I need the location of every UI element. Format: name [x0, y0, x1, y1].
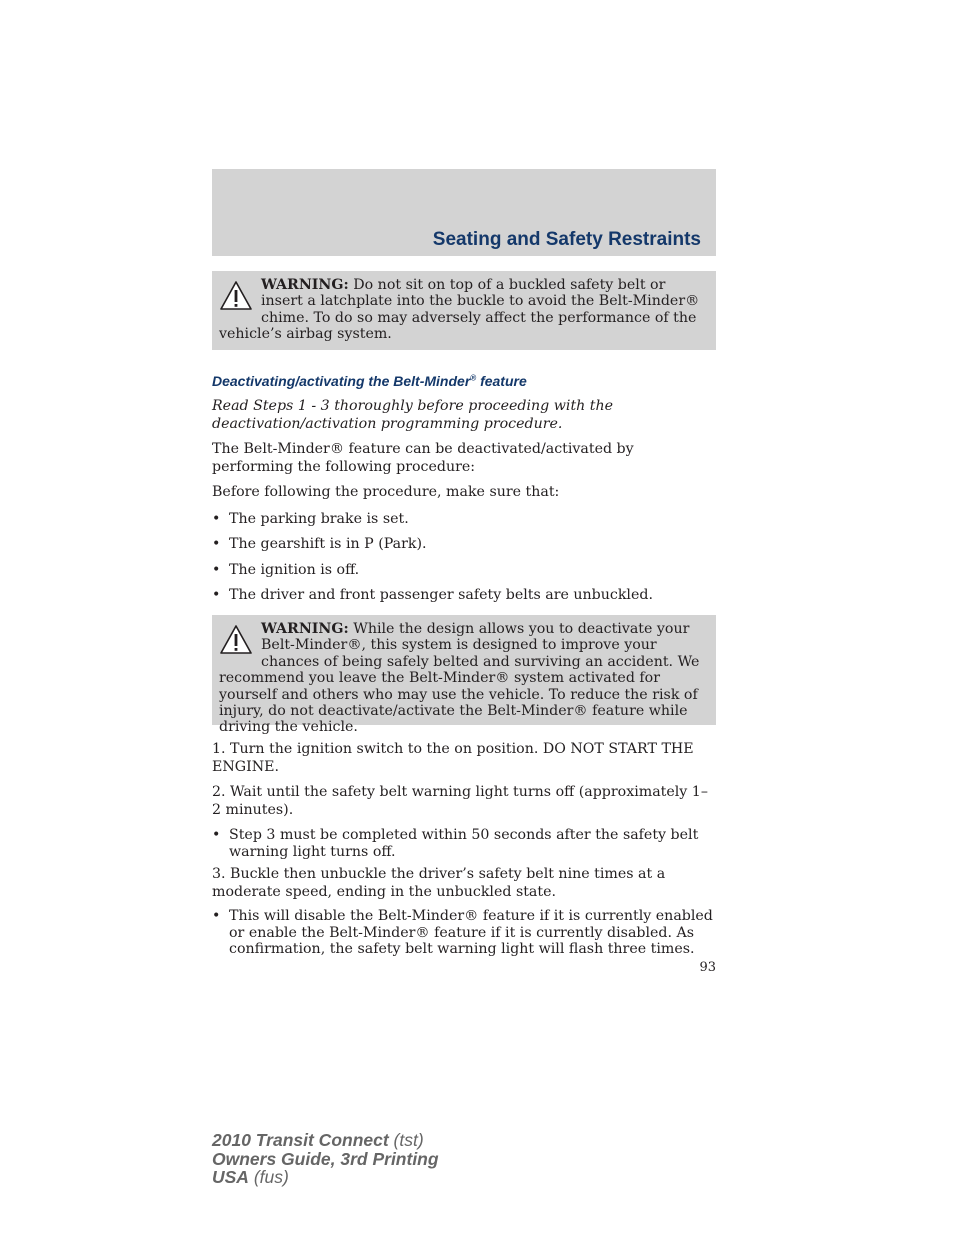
warning-triangle-icon	[219, 280, 253, 312]
document-footer: 2010 Transit Connect (tst) Owners Guide, 3rd Printing USA (fus)	[212, 1130, 439, 1187]
step-3: 3. Buckle then unbuckle the driver’s safety belt nine times at a moderate speed, ending in the unbuckled state.	[212, 866, 666, 900]
step-1: 1. Turn the ignition switch to the on position. DO NOT START THE ENGINE.	[212, 741, 694, 775]
warning-label: WARNING:	[261, 621, 349, 637]
section-title: Seating and Safety Restraints	[432, 229, 701, 250]
page-number: 93	[699, 960, 716, 975]
list-item: • The ignition is off.	[212, 562, 360, 578]
section-header-band	[212, 169, 716, 256]
warning-box-2	[212, 615, 716, 736]
subheading: Deactivating/activating the Belt-Minder® feature	[212, 373, 527, 389]
list-item: • The gearshift is in P (Park).	[212, 536, 427, 552]
list-item: • The driver and front passenger safety belts are unbuckled.	[212, 587, 653, 603]
list-item: • Step 3 must be completed within 50 seconds after the safety belt warning light turns off.	[212, 827, 699, 860]
list-item: • The parking brake is set.	[212, 511, 409, 527]
intro-italic: Read Steps 1 - 3 thoroughly before proceeding with the deactivation/activation programming procedure.	[212, 398, 614, 432]
warning-triangle-icon	[219, 624, 253, 656]
warning-text: While the design allows you to deactivate your Belt-Minder®, this system is designed to improve your chances of being safely belted and surviving an accident. We recommend you leave the Belt-Minder® system activated for yourself and others who may use the vehicle. To reduce the risk of injury, do not deactivate/activate the Belt-Minder® feature while driving the vehicle.	[219, 621, 700, 736]
warning-text: Do not sit on top of a buckled safety belt or insert a latchplate into the buckle to avoid the Belt-Minder® chime. To do so may adversely affect the performance of the vehicle’s airbag system.	[219, 277, 700, 343]
paragraph-2: Before following the procedure, make sure that:	[212, 484, 560, 500]
warning-box-1	[212, 271, 716, 350]
list-item: • This will disable the Belt-Minder® feature if it is currently enabled or enable the Belt-Minder® feature if it is currently disabled. As confirmation, the safety belt warning light will flash three times.	[212, 908, 713, 957]
paragraph-1: The Belt-Minder® feature can be deactivated/activated by performing the following procedure:	[212, 441, 634, 475]
warning-label: WARNING:	[261, 277, 349, 293]
step-2: 2. Wait until the safety belt warning light turns off (approximately 1–2 minutes).	[212, 784, 708, 818]
